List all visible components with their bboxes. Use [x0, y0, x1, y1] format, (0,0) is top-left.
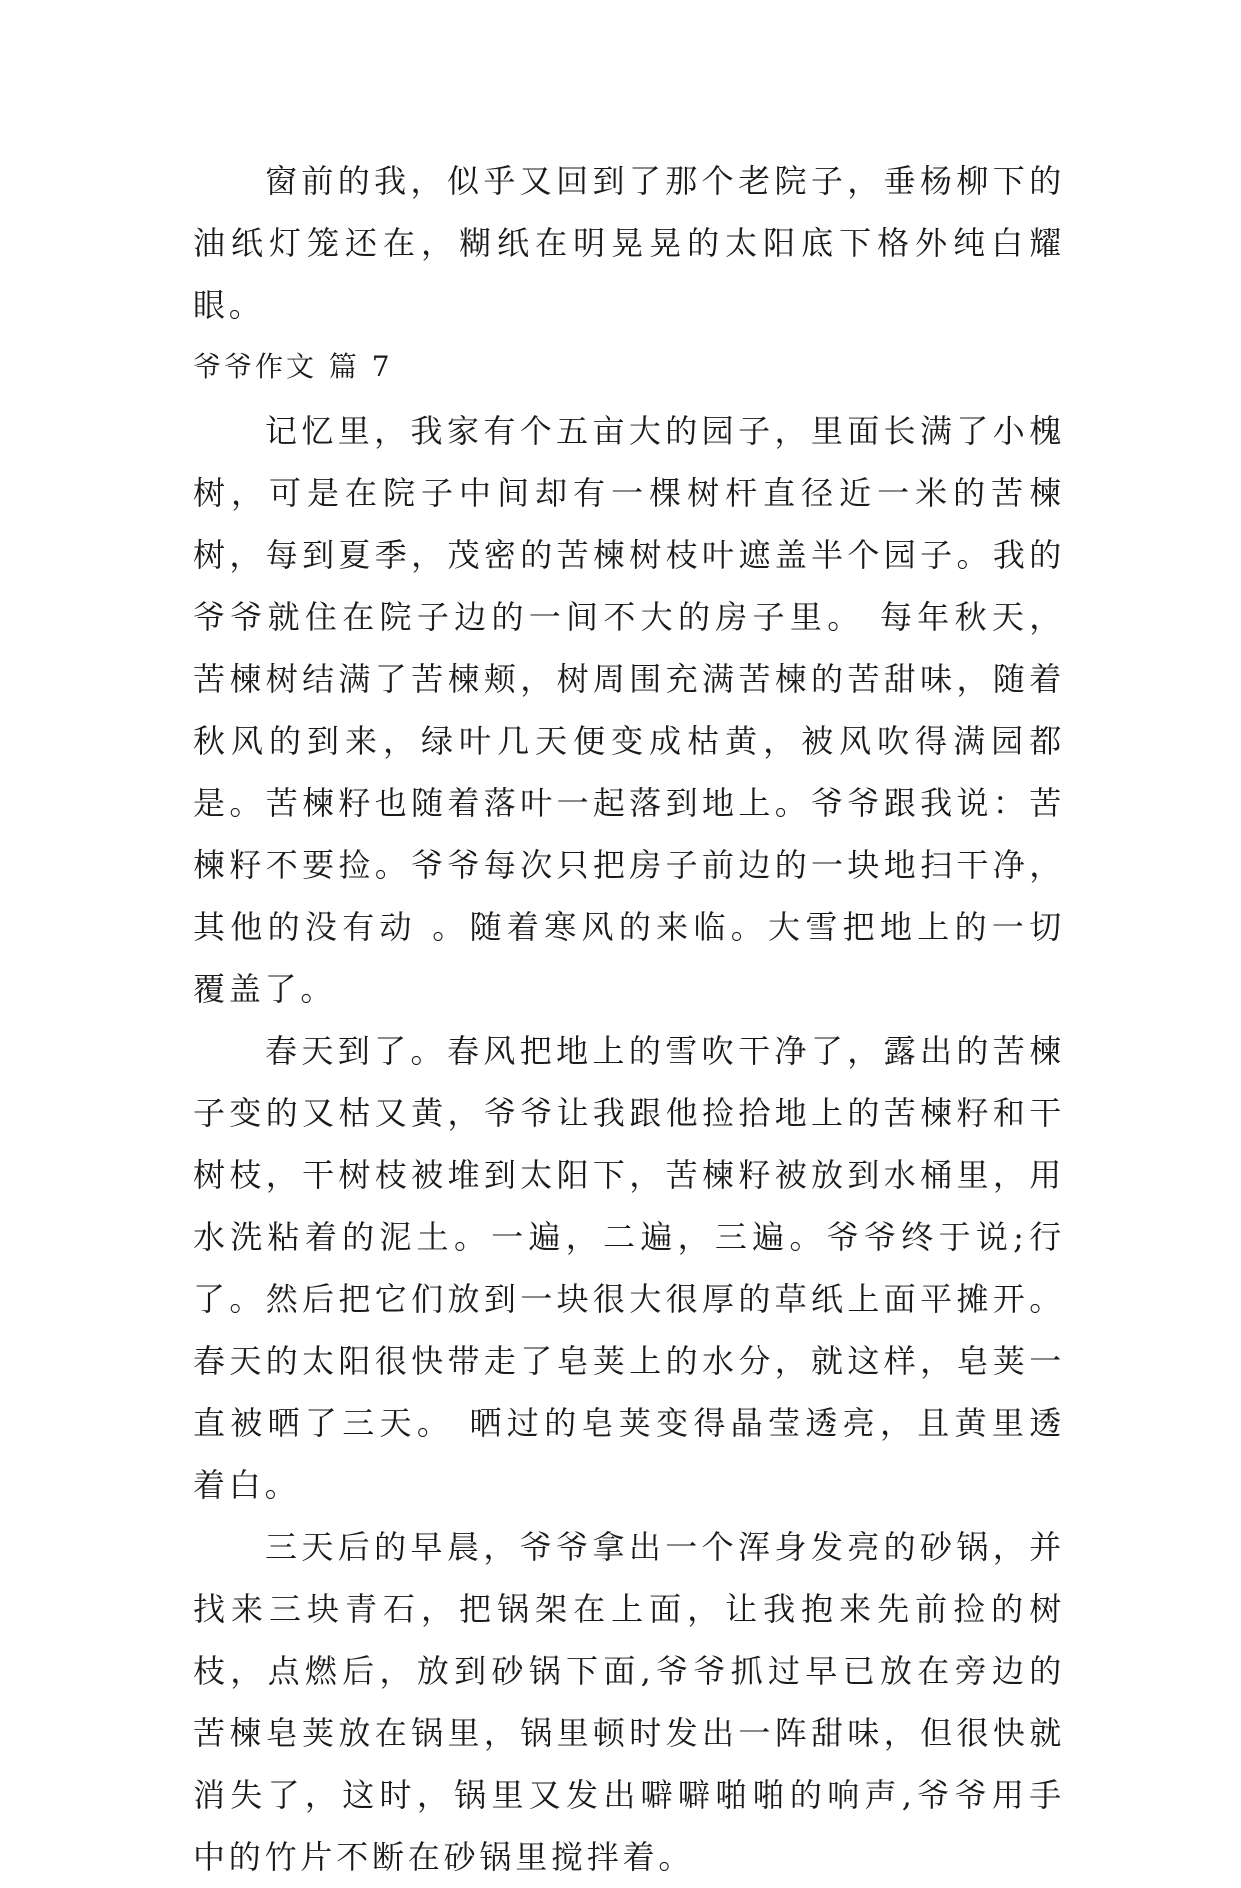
paragraph-spring: 春天到了。春风把地上的雪吹干净了，露出的苦楝子变的又枯又黄，爷爷让我跟他捡拾地上的苦楝籽和干树枝，干树枝被堆到太阳下，苦楝籽被放到水桶里，用水洗粘着的泥土。一遍，二遍，三遍。爷爷终于说;行了。然后把它们放到一块很大很厚的草纸上面平摊开。春天的太阳很快带走了皂荚上的水分，就这样，皂荚一直被晒了三天。 晒过的皂荚变得晶莹透亮，且黄里透着白。: [193, 1032, 1065, 1504]
paragraph-garden: 记忆里，我家有个五亩大的园子，里面长满了小槐树，可是在院子中间却有一棵树杆直径近一米的苦楝树，每到夏季，茂密的苦楝树枝叶遮盖半个园子。我的爷爷就住在院子边的一间不大的房子里。 每年秋天，苦楝树结满了苦楝颊，树周围充满苦楝的苦甜味，随着秋风的到来，绿叶几天便变成枯黄，被风吹得满园都是。苦楝籽也随着落叶一起落到地上。爷爷跟我说：苦楝籽不要捡。爷爷每次只把房子前边的一块地扫干净，其他的没有动 。随着寒风的来临。大雪把地上的一切覆盖了。: [193, 412, 1065, 1008]
section-heading: 爷爷作文 篇 7: [193, 350, 393, 383]
document-body: [193, 150, 1065, 1888]
paragraph-window-memory: 窗前的我，似乎又回到了那个老院子，垂杨柳下的油纸灯笼还在，糊纸在明晃晃的太阳底下格外纯白耀眼。: [193, 162, 1065, 324]
paragraph-morning: 三天后的早晨，爷爷拿出一个浑身发亮的砂锅，并找来三块青石，把锅架在上面，让我抱来先前捡的树枝，点燃后，放到砂锅下面,爷爷抓过早已放在旁边的苦楝皂荚放在锅里，锅里顿时发出一阵甜味，但很快就消失了，这时，锅里又发出噼噼啪啪的响声,爷爷用手中的竹片不断在砂锅里搅拌着。: [193, 1528, 1065, 1876]
